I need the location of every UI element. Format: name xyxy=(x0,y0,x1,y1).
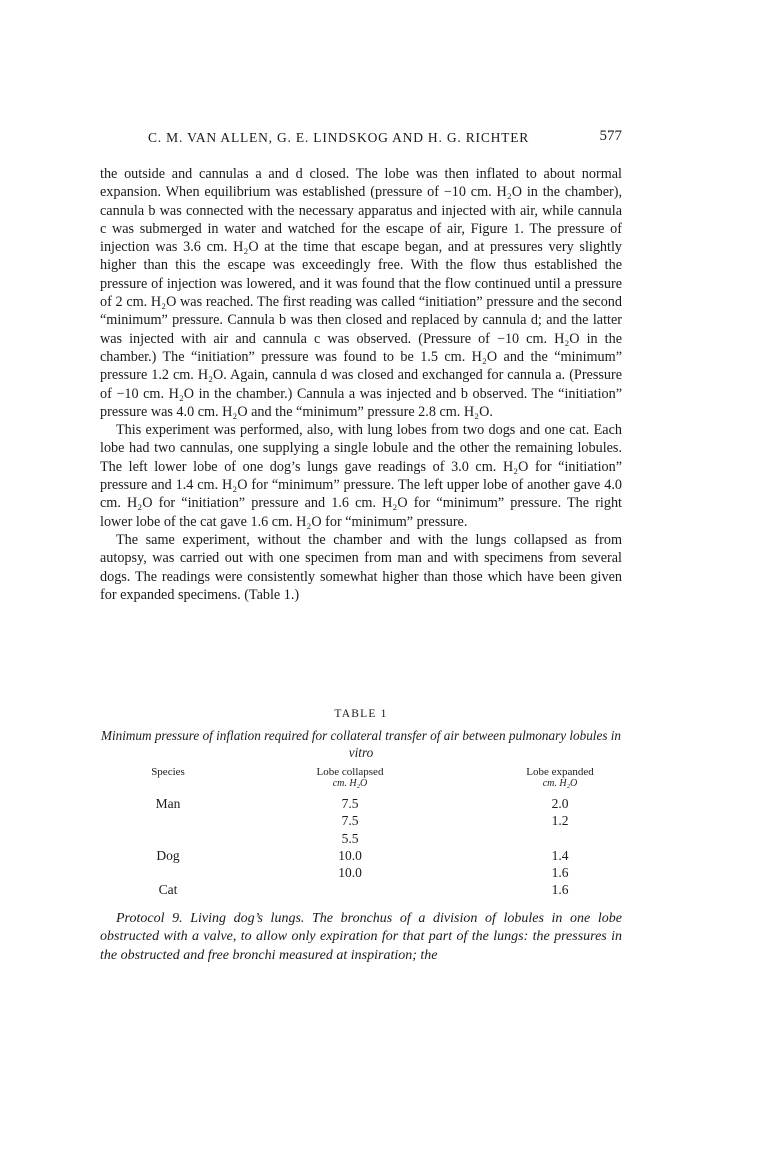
running-head xyxy=(100,128,622,148)
header-collapsed-unit: cm. H₂O xyxy=(332,778,368,789)
header-expanded-unit: cm. H₂O xyxy=(542,778,578,789)
table-header-row xyxy=(100,766,622,796)
cell-expanded: 2.0 xyxy=(551,796,569,811)
data-table xyxy=(100,766,622,900)
table-row xyxy=(100,848,622,865)
cell-collapsed: 10.0 xyxy=(338,847,362,863)
table-row xyxy=(100,882,622,899)
paragraph-2: This experiment was performed, also, with lung lobes from two dogs and one cat. Each lobe had two cannulas, one supplying a single lobule and the other the remaining lobules. The left lower lobe of one dog’s lungs gave readings of 3.0 cm. H₂O for “initiation” pressure and 1.4 cm. H₂O for “minimum” pressure. The left upper lobe of another gave 4.0 cm. H₂O for “initiation” pressure and 1.6 cm. H₂O for “minimum” pressure. The right lower lobe of the cat gave 1.6 cm. H₂O for “minimum” pressure. xyxy=(100,422,622,530)
header-lobe-expanded xyxy=(505,766,615,789)
cell-species: Cat xyxy=(158,882,178,898)
table-row xyxy=(100,865,622,882)
body-text xyxy=(100,165,622,604)
header-lobe-collapsed xyxy=(295,766,405,789)
cell-collapsed: 5.5 xyxy=(341,830,359,846)
cell-expanded: 1.2 xyxy=(551,813,569,829)
cell-expanded: 1.6 xyxy=(551,865,569,881)
table-row xyxy=(100,831,622,848)
cell-expanded: 1.4 xyxy=(551,847,569,863)
cell-species: Dog xyxy=(156,847,180,863)
protocol-9-paragraph: Protocol 9. Living dog’s lungs. The bronchus of a division of lobules in one lobe obstructed with a valve, to allow only expiration for that part of the lungs: the pressures in the obstructed and free bronchi measured at inspiration; the xyxy=(100,911,622,963)
table-row xyxy=(100,796,622,813)
table-caption: Minimum pressure of inflation required for collateral transfer of air between pulmonary lobules in vitro xyxy=(100,728,622,760)
header-expanded-label: Lobe expanded xyxy=(526,766,594,778)
cell-expanded: 1.6 xyxy=(551,882,569,898)
running-head-authors: C. M. VAN ALLEN, G. E. LINDSKOG AND H. G. RICHTER xyxy=(148,130,530,145)
table-label: TABLE 1 xyxy=(334,708,388,720)
page-number: 577 xyxy=(599,128,622,144)
paragraph-3: The same experiment, without the chamber and with the lungs collapsed as from autopsy, was carried out with one specimen from man and with specimens from several dogs. The readings were consistently somewhat higher than those which have been given for expanded specimens. (Table 1.) xyxy=(100,531,622,603)
cell-collapsed: 10.0 xyxy=(338,865,362,881)
header-species-label: Species xyxy=(151,766,185,778)
cell-collapsed: 7.5 xyxy=(341,813,359,829)
cell-collapsed: 7.5 xyxy=(341,796,359,811)
paragraph-1: the outside and cannulas a and d closed. The lobe was then inflated to about normal expansion. When equilibrium was established (pressure of −10 cm. H₂O in the chamber), cannula b was connected with the necessary apparatus and injected with air, while cannula c was submerged in water and watched for the escape of air, Figure 1. The pressure of injection was 3.6 cm. H₂O at the time that escape began, and at pressures very slightly higher than this the escape was exceedingly free. With the flow thus established the pressure of injection was lowered, and it was found that the flow continued until a pressure of 2 cm. H₂O was reached. The first reading was called “initiation” pressure and the second “minimum” pressure. Cannula b was then closed and replaced by cannula d; and the latter was injected with air and cannula c was observed. (Pressure of −10 cm. H₂O in the chamber.) The “initiation” pressure was found to be 1.5 cm. H₂O and the “minimum” pressure 1.2 cm. H₂O. Again, cannula d was closed and exchanged for cannula a. (Pressure of −10 cm. H₂O in the chamber.) Cannula a was injected and b observed. The “initiation” pressure was 4.0 cm. H₂O and the “minimum” pressure 2.8 cm. H₂O. xyxy=(100,166,622,420)
header-species xyxy=(128,766,208,778)
table-row xyxy=(100,813,622,830)
header-collapsed-label: Lobe collapsed xyxy=(316,766,384,778)
cell-species: Man xyxy=(155,796,181,811)
